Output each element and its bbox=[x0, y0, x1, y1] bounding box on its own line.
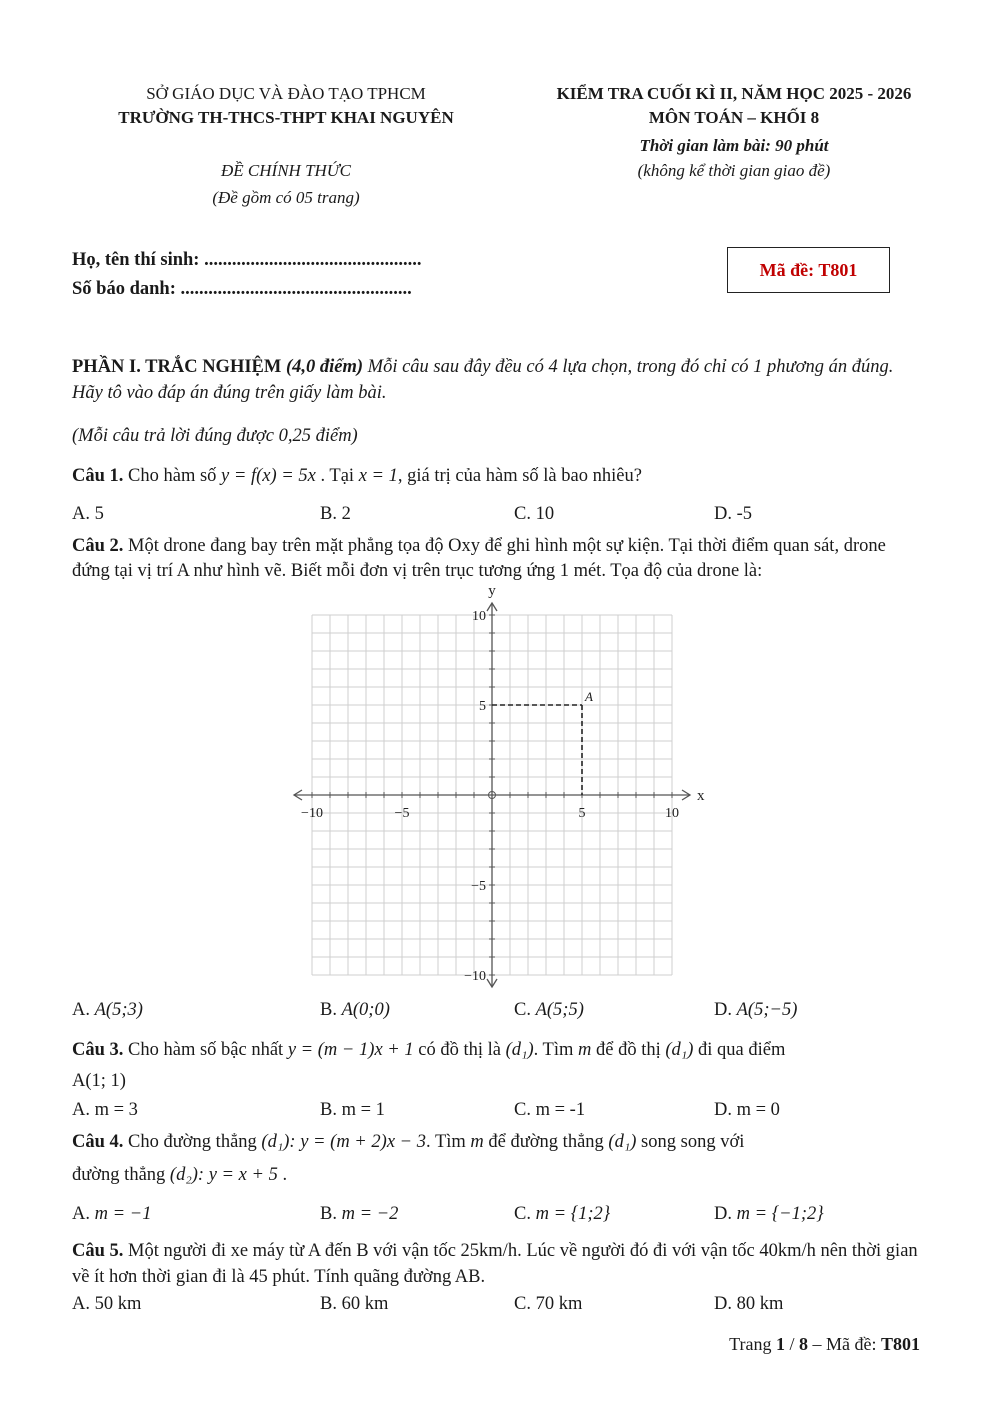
section1-instruction: Mỗi câu sau đây đều có 4 lựa chọn, trong đó chỉ có 1 phương án đúng. Hãy tô vào đáp án đúng trên giấy làm bài. bbox=[72, 357, 894, 403]
q2-option-a bbox=[72, 1000, 143, 1021]
graph-axes bbox=[294, 603, 690, 987]
x-tick-label: −10 bbox=[301, 806, 323, 821]
q4-option-a-letter: A. bbox=[72, 1204, 90, 1224]
q5-option-b: B. 60 km bbox=[320, 1294, 389, 1314]
x-tick-label: −5 bbox=[394, 806, 410, 821]
q4-option-c-letter: C. bbox=[514, 1204, 531, 1224]
q4-line-d1-2: (d₁) bbox=[608, 1132, 637, 1152]
q2-option-d-letter: D. bbox=[714, 1000, 732, 1020]
graph-dashed-guides bbox=[492, 705, 582, 795]
footer-page-number: 1 bbox=[775, 1334, 785, 1354]
q1-label: Câu 1. bbox=[72, 466, 124, 486]
q4-stem-line2 bbox=[72, 1165, 287, 1186]
q3-line-d1-2: (d₁) bbox=[665, 1040, 694, 1060]
footer-separator: / bbox=[784, 1334, 799, 1354]
q1-x-value: x = 1 bbox=[358, 466, 398, 486]
q2-option-a-value: A(5;3) bbox=[94, 1000, 143, 1020]
q4-option-c-value: m = {1;2} bbox=[535, 1204, 611, 1224]
q3-text-1: Cho hàm số bậc nhất bbox=[123, 1040, 288, 1060]
exam-title: KIỂM TRA CUỐI KÌ II, NĂM HỌC 2025 - 2026 bbox=[556, 84, 912, 103]
x-tick-label: 10 bbox=[665, 806, 679, 821]
q4-stem bbox=[72, 1132, 744, 1153]
exam-time-note: (không kể thời gian giao đề) bbox=[637, 161, 831, 180]
q3-function: y = (m − 1)x + 1 bbox=[287, 1040, 414, 1060]
student-id-dots: .................................................. bbox=[180, 279, 412, 299]
q4-l2-text: đường thẳng bbox=[72, 1165, 170, 1185]
graph-labels bbox=[301, 583, 705, 984]
q1-option-c: C. 10 bbox=[514, 504, 555, 524]
q4-l2-end: . bbox=[277, 1165, 288, 1185]
school-name: TRƯỜNG TH-THCS-THPT KHAI NGUYÊN bbox=[118, 108, 454, 127]
q3-line-d1: (d₁) bbox=[505, 1040, 534, 1060]
q4-option-b bbox=[320, 1204, 398, 1225]
q3-text-4: để đồ thị bbox=[591, 1040, 666, 1060]
student-id-line bbox=[72, 279, 412, 300]
subject-title: MÔN TOÁN – KHỐI 8 bbox=[648, 108, 820, 127]
q4-param: m bbox=[470, 1132, 484, 1152]
q4-text-3: để đường thẳng bbox=[483, 1132, 609, 1152]
q4-line-d2: (d₂): y = x + 5 bbox=[169, 1165, 278, 1185]
q1-option-a: A. 5 bbox=[72, 504, 104, 524]
department-name: SỞ GIÁO DỤC VÀ ĐÀO TẠO TPHCM bbox=[146, 84, 426, 103]
q4-option-b-value: m = −2 bbox=[341, 1204, 399, 1224]
q3-stem bbox=[72, 1040, 785, 1061]
q3-text-2: có đồ thị là bbox=[413, 1040, 506, 1060]
y-axis-label: y bbox=[488, 583, 496, 599]
q3-option-a: A. m = 3 bbox=[72, 1100, 138, 1120]
q2-option-b bbox=[320, 1000, 390, 1021]
q4-text-4: song song với bbox=[636, 1132, 745, 1152]
section1-note: (Mỗi câu trả lời đúng được 0,25 điểm) bbox=[72, 426, 358, 446]
q4-option-d-value: m = {−1;2} bbox=[736, 1204, 824, 1224]
q3-text-3: . Tìm bbox=[533, 1040, 578, 1060]
q5-option-a: A. 50 km bbox=[72, 1294, 142, 1314]
q2-stem bbox=[72, 534, 922, 584]
q4-text-2: . Tìm bbox=[426, 1132, 471, 1152]
q2-option-b-value: A(0;0) bbox=[341, 1000, 390, 1020]
y-tick-label: 5 bbox=[479, 699, 486, 714]
q2-label: Câu 2. bbox=[72, 536, 124, 556]
q5-label: Câu 5. bbox=[72, 1241, 124, 1261]
section1-points: (4,0 điểm) bbox=[285, 357, 364, 377]
q5-option-d: D. 80 km bbox=[714, 1294, 784, 1314]
q4-option-b-letter: B. bbox=[320, 1204, 337, 1224]
q3-point: A(1; 1) bbox=[72, 1071, 126, 1091]
q5-option-c: C. 70 km bbox=[514, 1294, 583, 1314]
point-a-label: A bbox=[585, 689, 593, 704]
section1-heading bbox=[72, 354, 922, 406]
footer-text-1: Trang bbox=[729, 1334, 776, 1354]
student-name-dots: ............................................... bbox=[204, 250, 422, 270]
q2-text: Một drone đang bay trên mặt phẳng tọa độ Oxy để ghi hình một sự kiện. Tại thời điểm quan sát, drone đứng tại vị trí A như hình vẽ. Biết mỗi đơn vị trên trục tương ứng 1 mét. Tọa độ của drone là: bbox=[72, 536, 886, 581]
official-label: ĐỀ CHÍNH THỨC bbox=[221, 161, 351, 180]
page-count-note: (Đề gồm có 05 trang) bbox=[212, 188, 360, 207]
q3-text-5: đi qua điểm bbox=[693, 1040, 786, 1060]
q1-text-3: , giá trị của hàm số là bao nhiêu? bbox=[397, 466, 642, 486]
coordinate-graph bbox=[290, 583, 710, 984]
y-tick-label: −10 bbox=[464, 969, 486, 984]
q3-option-c: C. m = -1 bbox=[514, 1100, 586, 1120]
footer-page-total: 8 bbox=[799, 1334, 808, 1354]
y-tick-label: −5 bbox=[471, 879, 486, 894]
x-axis-label: x bbox=[697, 788, 705, 804]
q4-option-d-letter: D. bbox=[714, 1204, 732, 1224]
q4-label: Câu 4. bbox=[72, 1132, 124, 1152]
section1-title: PHẦN I. TRẮC NGHIỆM bbox=[72, 357, 286, 377]
q4-option-c bbox=[514, 1204, 610, 1225]
page-footer bbox=[729, 1334, 920, 1355]
student-id-label: Số báo danh: bbox=[72, 279, 181, 299]
exam-code-box bbox=[727, 247, 890, 293]
q4-line-d1: (d₁): y = (m + 2)x − 3 bbox=[261, 1132, 427, 1152]
q2-option-d-value: A(5;−5) bbox=[736, 1000, 798, 1020]
q2-option-c bbox=[514, 1000, 584, 1021]
q4-option-d bbox=[714, 1204, 824, 1225]
q2-option-b-letter: B. bbox=[320, 1000, 337, 1020]
q3-label: Câu 3. bbox=[72, 1040, 124, 1060]
footer-text-2: – Mã đề: bbox=[808, 1334, 881, 1354]
q1-option-d: D. -5 bbox=[714, 504, 753, 524]
footer-exam-code: T801 bbox=[880, 1334, 920, 1354]
q4-option-a-value: m = −1 bbox=[94, 1204, 152, 1224]
q2-option-c-letter: C. bbox=[514, 1000, 531, 1020]
q4-text-1: Cho đường thẳng bbox=[123, 1132, 262, 1152]
q1-text-1: Cho hàm số bbox=[123, 466, 222, 486]
q1-function: y = f(x) = 5x bbox=[221, 466, 316, 486]
q3-option-d: D. m = 0 bbox=[714, 1100, 780, 1120]
q1-text-2: . Tại bbox=[315, 466, 359, 486]
x-tick-label: 5 bbox=[578, 806, 586, 821]
q3-option-b: B. m = 1 bbox=[320, 1100, 385, 1120]
q5-text: Một người đi xe máy từ A đến B với vận tốc 25km/h. Lúc về người đó đi với vận tốc 40km/h nên thời gian về ít hơn thời gian đi là 45 phút. Tính quãng đường AB. bbox=[72, 1241, 918, 1287]
q2-option-a-letter: A. bbox=[72, 1000, 90, 1020]
q5-stem bbox=[72, 1238, 922, 1290]
q1-stem bbox=[72, 466, 642, 487]
q2-option-d bbox=[714, 1000, 797, 1021]
exam-code: Mã đề: T801 bbox=[759, 259, 858, 280]
q2-option-c-value: A(5;5) bbox=[535, 1000, 584, 1020]
y-tick-label: 10 bbox=[472, 609, 486, 624]
exam-time: Thời gian làm bài: 90 phút bbox=[639, 136, 829, 155]
student-name-line bbox=[72, 250, 421, 271]
q1-option-b: B. 2 bbox=[320, 504, 351, 524]
q4-option-a bbox=[72, 1204, 151, 1225]
q3-param: m bbox=[578, 1040, 592, 1060]
student-name-label: Họ, tên thí sinh: bbox=[72, 250, 205, 270]
